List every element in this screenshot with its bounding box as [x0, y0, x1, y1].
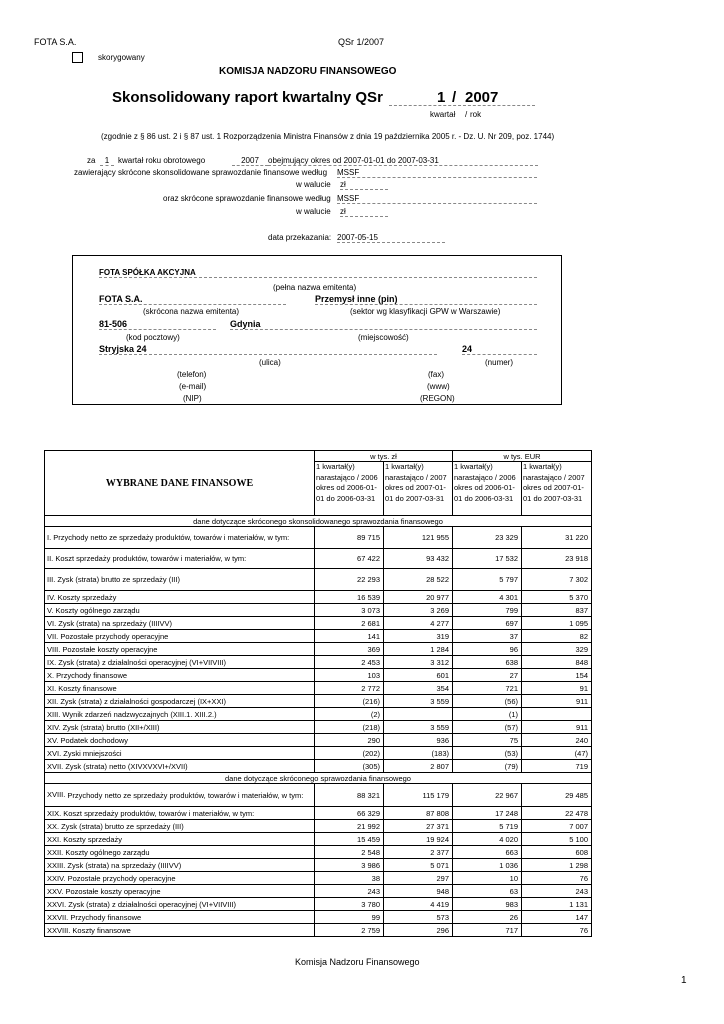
value-cell: (1) — [453, 708, 522, 721]
value-cell: 99 — [315, 911, 384, 924]
value-cell: 243 — [315, 885, 384, 898]
row-label: VII. Pozostałe przychody operacyjne — [45, 630, 315, 643]
quarter-value: 1 — [437, 89, 446, 106]
value-cell: 28 522 — [384, 569, 453, 591]
table-row — [45, 721, 592, 734]
value-cell: 23 329 — [453, 527, 522, 549]
row-label: XXI. Koszty sprzedaży — [45, 833, 315, 846]
value-cell: 27 371 — [384, 820, 453, 833]
issuer-box-top — [72, 255, 562, 256]
value-cell: 1 284 — [384, 643, 453, 656]
value-cell: 103 — [315, 669, 384, 682]
period-range: obejmujący okres od 2007-01-01 do 2007-03-31 — [268, 156, 538, 166]
row-label-text: Przychody netto ze sprzedaży produktów, towarów i materiałów, w tym: — [67, 790, 304, 800]
value-cell: 20 977 — [384, 591, 453, 604]
regulation-note: (zgodnie z § 86 ust. 2 i § 87 ust. 1 Rozporządzenia Ministra Finansów z dnia 19 października 2005 r. - Dz. U. Nr 209, poz. 1744) — [101, 132, 555, 141]
value-cell: 26 — [453, 911, 522, 924]
value-cell: 719 — [522, 760, 592, 773]
value-cell: 1 036 — [453, 859, 522, 872]
table-title: WYBRANE DANE FINANSOWE — [45, 451, 315, 516]
value-cell: (56) — [453, 695, 522, 708]
period-za: za — [87, 156, 96, 165]
value-cell: 82 — [522, 630, 592, 643]
value-cell: 4 277 — [384, 617, 453, 630]
value-cell: 721 — [453, 682, 522, 695]
value-cell: 290 — [315, 734, 384, 747]
value-cell: 3 312 — [384, 656, 453, 669]
commission-heading: KOMISJA NADZORU FINANSOWEGO — [219, 66, 397, 77]
date-label: data przekazania: — [268, 233, 332, 242]
corrected-checkbox[interactable] — [72, 52, 83, 63]
value-cell: 369 — [315, 643, 384, 656]
row-label: XX. Zysk (strata) brutto ze sprzedaży (III) — [45, 820, 315, 833]
value-cell: 88 321 — [315, 784, 384, 807]
row-label: XVII. Zysk (strata) netto (XIVXVXVI+/XVII) — [45, 760, 315, 773]
corrected-label: skorygowany — [98, 53, 145, 62]
value-cell: 697 — [453, 617, 522, 630]
report-code: QSr 1/2007 — [338, 37, 385, 47]
row-label: XIV. Zysk (strata) brutto (XII+/XIII) — [45, 721, 315, 734]
value-cell: 19 924 — [384, 833, 453, 846]
value-cell — [384, 708, 453, 721]
company-short-header: FOTA S.A. — [34, 37, 77, 47]
standard1-value: MSSF — [337, 168, 537, 178]
row-label: I. Przychody netto ze sprzedaży produktów, towarów i materiałów, w tym: — [45, 527, 315, 549]
row-label: XXII. Koszty ogólnego zarządu — [45, 846, 315, 859]
table-row — [45, 747, 592, 760]
value-cell: 2 807 — [384, 760, 453, 773]
value-cell: 141 — [315, 630, 384, 643]
value-cell: 573 — [384, 911, 453, 924]
table-row — [45, 872, 592, 885]
value-cell: 2 377 — [384, 846, 453, 859]
value-cell: 5 100 — [522, 833, 592, 846]
value-cell: 66 329 — [315, 807, 384, 820]
issuer-postal-caption: (kod pocztowy) — [126, 333, 180, 342]
year-value: 2007 — [465, 89, 499, 106]
table-row — [45, 859, 592, 872]
value-cell: (216) — [315, 695, 384, 708]
value-cell: 3 780 — [315, 898, 384, 911]
row-label: IX. Zysk (strata) z działalności operacyjnej (VI+VIIVIII) — [45, 656, 315, 669]
also-label: oraz skrócone sprawozdanie finansowe według — [163, 194, 331, 203]
value-cell: 27 — [453, 669, 522, 682]
title-underline — [389, 105, 535, 106]
row-label: XXV. Pozostałe koszty operacyjne — [45, 885, 315, 898]
value-cell: 296 — [384, 924, 453, 937]
value-cell: 22 293 — [315, 569, 384, 591]
value-cell: 2 548 — [315, 846, 384, 859]
issuer-full-name: FOTA SPÓŁKA AKCYJNA — [99, 268, 537, 278]
value-cell: 87 808 — [384, 807, 453, 820]
value-cell: 3 986 — [315, 859, 384, 872]
value-cell: (57) — [453, 721, 522, 734]
value-cell: 983 — [453, 898, 522, 911]
table-row — [45, 846, 592, 859]
value-cell: 3 269 — [384, 604, 453, 617]
period-quarter-text: kwartał roku obrotowego — [118, 156, 206, 165]
row-label: IV. Koszty sprzedaży — [45, 591, 315, 604]
slash: / — [452, 89, 457, 106]
slash-caption: / — [465, 110, 468, 119]
value-cell: 7 302 — [522, 569, 592, 591]
value-cell: 717 — [453, 924, 522, 937]
value-cell: 911 — [522, 721, 592, 734]
row-label: XI. Koszty finansowe — [45, 682, 315, 695]
value-cell: 601 — [384, 669, 453, 682]
value-cell: 297 — [384, 872, 453, 885]
value-cell: 16 539 — [315, 591, 384, 604]
value-cell: 23 918 — [522, 549, 592, 569]
value-cell: 243 — [522, 885, 592, 898]
issuer-fax-caption: (fax) — [428, 370, 444, 379]
value-cell: 5 370 — [522, 591, 592, 604]
value-cell: 115 179 — [384, 784, 453, 807]
value-cell: 848 — [522, 656, 592, 669]
col-header: 1 kwartał(y) narastająco / 2006 okres od 2006-01-01 do 2006-03-31 — [315, 462, 384, 516]
issuer-number: 24 — [462, 344, 537, 355]
value-cell: 21 992 — [315, 820, 384, 833]
issuer-nip-caption: (NIP) — [183, 394, 202, 403]
period-year: 2007 — [232, 156, 268, 166]
row-label: XV. Podatek dochodowy — [45, 734, 315, 747]
row-label: VI. Zysk (strata) na sprzedaży (IIIIVV) — [45, 617, 315, 630]
value-cell: 91 — [522, 682, 592, 695]
table-row — [45, 617, 592, 630]
value-cell: 948 — [384, 885, 453, 898]
row-label — [45, 784, 315, 807]
standard2-value: MSSF — [337, 194, 537, 204]
row-label: XIII. Wynik zdarzeń nadzwyczajnych (XIII.1. XIII.2.) — [45, 708, 315, 721]
footer-text: Komisja Nadzoru Finansowego — [295, 957, 420, 967]
row-label: II. Koszt sprzedaży produktów, towarów i materiałów, w tym: — [45, 549, 315, 569]
table-row — [45, 820, 592, 833]
value-cell: 67 422 — [315, 549, 384, 569]
value-cell: 17 532 — [453, 549, 522, 569]
issuer-box-bottom — [72, 404, 562, 405]
col-header: 1 kwartał(y) narastająco / 2007 okres od 2007-01-01 do 2007-03-31 — [522, 462, 592, 516]
report-title: Skonsolidowany raport kwartalny QSr — [112, 89, 383, 106]
issuer-box-right — [561, 255, 562, 405]
issuer-sector-caption: (sektor wg klasyfikacji GPW w Warszawie) — [350, 307, 501, 316]
value-cell: 7 007 — [522, 820, 592, 833]
value-cell: 3 559 — [384, 721, 453, 734]
row-label: XXIV. Pozostałe przychody operacyjne — [45, 872, 315, 885]
date-value: 2007-05-15 — [337, 233, 445, 243]
value-cell: 22 478 — [522, 807, 592, 820]
issuer-phone-caption: (telefon) — [177, 370, 207, 379]
value-cell: (183) — [384, 747, 453, 760]
table-row — [45, 669, 592, 682]
value-cell: 2 772 — [315, 682, 384, 695]
value-cell: 76 — [522, 872, 592, 885]
row-label: XXVIII. Koszty finansowe — [45, 924, 315, 937]
table-row — [45, 734, 592, 747]
issuer-sector: Przemysł inne (pin) — [315, 294, 537, 305]
unit-eur: w tys. EUR — [453, 451, 592, 462]
issuer-box-left — [72, 255, 73, 405]
page-number: 1 — [681, 975, 687, 986]
table-row — [45, 569, 592, 591]
value-cell: (53) — [453, 747, 522, 760]
value-cell: 37 — [453, 630, 522, 643]
value-cell: 96 — [453, 643, 522, 656]
col-header: 1 kwartał(y) narastająco / 2007 okres od 2007-01-01 do 2007-03-31 — [384, 462, 453, 516]
row-label: XVI. Zyski mniejszości — [45, 747, 315, 760]
value-cell: 638 — [453, 656, 522, 669]
issuer-city: Gdynia — [230, 319, 537, 330]
issuer-regon-caption: (REGON) — [420, 394, 455, 403]
value-cell: 4 301 — [453, 591, 522, 604]
value-cell: 5 719 — [453, 820, 522, 833]
value-cell: (79) — [453, 760, 522, 773]
issuer-short-name: FOTA S.A. — [99, 294, 286, 305]
value-cell: 1 298 — [522, 859, 592, 872]
issuer-www-caption: (www) — [427, 382, 450, 391]
value-cell: 354 — [384, 682, 453, 695]
value-cell: (218) — [315, 721, 384, 734]
issuer-street-caption: (ulica) — [259, 358, 281, 367]
financial-data-table — [44, 450, 592, 937]
row-label: III. Zysk (strata) brutto ze sprzedaży (III) — [45, 569, 315, 591]
table-row — [45, 911, 592, 924]
table-row — [45, 682, 592, 695]
value-cell: 4 419 — [384, 898, 453, 911]
value-cell: 22 967 — [453, 784, 522, 807]
table-row — [45, 695, 592, 708]
table-row — [45, 708, 592, 721]
value-cell: 93 432 — [384, 549, 453, 569]
col-header: 1 kwartał(y) narastająco / 2006 okres od 2006-01-01 do 2006-03-31 — [453, 462, 522, 516]
value-cell: 147 — [522, 911, 592, 924]
value-cell: 75 — [453, 734, 522, 747]
value-cell: (47) — [522, 747, 592, 760]
value-cell: 608 — [522, 846, 592, 859]
value-cell: 121 955 — [384, 527, 453, 549]
currency1-label: w walucie — [296, 180, 331, 189]
issuer-number-caption: (numer) — [485, 358, 514, 367]
value-cell: 63 — [453, 885, 522, 898]
value-cell: 89 715 — [315, 527, 384, 549]
table-row — [45, 656, 592, 669]
value-cell: 329 — [522, 643, 592, 656]
value-cell: 2 453 — [315, 656, 384, 669]
issuer-city-caption: (miejscowość) — [358, 333, 409, 342]
value-cell: 5 071 — [384, 859, 453, 872]
row-label: X. Przychody finansowe — [45, 669, 315, 682]
row-label: XIX. Koszt sprzedaży produktów, towarów i materiałów, w tym: — [45, 807, 315, 820]
value-cell: 29 485 — [522, 784, 592, 807]
row-label: XXVII. Przychody finansowe — [45, 911, 315, 924]
value-cell: 31 220 — [522, 527, 592, 549]
table-row — [45, 527, 592, 549]
issuer-street: Stryjska 24 — [99, 344, 437, 355]
value-cell: 3 559 — [384, 695, 453, 708]
currency1-value: zł — [340, 180, 388, 190]
value-cell: 2 681 — [315, 617, 384, 630]
issuer-email-caption: (e-mail) — [179, 382, 207, 391]
row-label: XII. Zysk (strata) z działalności gospodarczej (IX+XXI) — [45, 695, 315, 708]
table-row — [45, 643, 592, 656]
unit-pln: w tys. zł — [315, 451, 453, 462]
value-cell: 319 — [384, 630, 453, 643]
value-cell: 240 — [522, 734, 592, 747]
row-label: VIII. Pozostałe koszty operacyjne — [45, 643, 315, 656]
section-consolidated: dane dotyczące skróconego skonsolidowanego sprawozdania finansowego — [45, 516, 592, 527]
table-row — [45, 760, 592, 773]
value-cell: 76 — [522, 924, 592, 937]
table-row — [45, 885, 592, 898]
issuer-postal-code: 81-506 — [99, 319, 216, 330]
issuer-full-name-caption: (pełna nazwa emitenta) — [273, 283, 357, 292]
value-cell: 3 073 — [315, 604, 384, 617]
value-cell: 799 — [453, 604, 522, 617]
currency2-value: zł — [340, 207, 388, 217]
containing-label: zawierający skrócone skonsolidowane sprawozdanie finansowe według — [74, 168, 328, 177]
value-cell: 15 459 — [315, 833, 384, 846]
value-cell: 17 248 — [453, 807, 522, 820]
value-cell: (202) — [315, 747, 384, 760]
value-cell: 5 797 — [453, 569, 522, 591]
period-quarter: 1 — [100, 156, 114, 166]
value-cell: (2) — [315, 708, 384, 721]
table-row — [45, 924, 592, 937]
table-row — [45, 549, 592, 569]
table-row — [45, 807, 592, 820]
value-cell: 911 — [522, 695, 592, 708]
table-row — [45, 784, 592, 807]
value-cell: (305) — [315, 760, 384, 773]
row-label-number: XVIII. — [47, 790, 66, 800]
value-cell: 4 020 — [453, 833, 522, 846]
issuer-short-name-caption: (skrócona nazwa emitenta) — [143, 307, 240, 316]
value-cell: 663 — [453, 846, 522, 859]
value-cell: 154 — [522, 669, 592, 682]
table-row — [45, 630, 592, 643]
quarter-caption: kwartał — [430, 110, 456, 119]
value-cell: 1 095 — [522, 617, 592, 630]
table-row — [45, 604, 592, 617]
value-cell: 1 131 — [522, 898, 592, 911]
row-label: XXVI. Zysk (strata) z działalności operacyjnej (VI+VIIVIII) — [45, 898, 315, 911]
value-cell: 837 — [522, 604, 592, 617]
value-cell: 10 — [453, 872, 522, 885]
table-row — [45, 898, 592, 911]
year-caption: rok — [470, 110, 482, 119]
row-label: XXIII. Zysk (strata) na sprzedaży (IIIIVV) — [45, 859, 315, 872]
currency2-label: w walucie — [296, 207, 331, 216]
row-label: V. Koszty ogólnego zarządu — [45, 604, 315, 617]
value-cell: 2 759 — [315, 924, 384, 937]
value-cell: 936 — [384, 734, 453, 747]
table-row — [45, 833, 592, 846]
table-row — [45, 591, 592, 604]
value-cell: 38 — [315, 872, 384, 885]
value-cell — [522, 708, 592, 721]
section-standalone: dane dotyczące skróconego sprawozdania finansowego — [45, 773, 592, 784]
